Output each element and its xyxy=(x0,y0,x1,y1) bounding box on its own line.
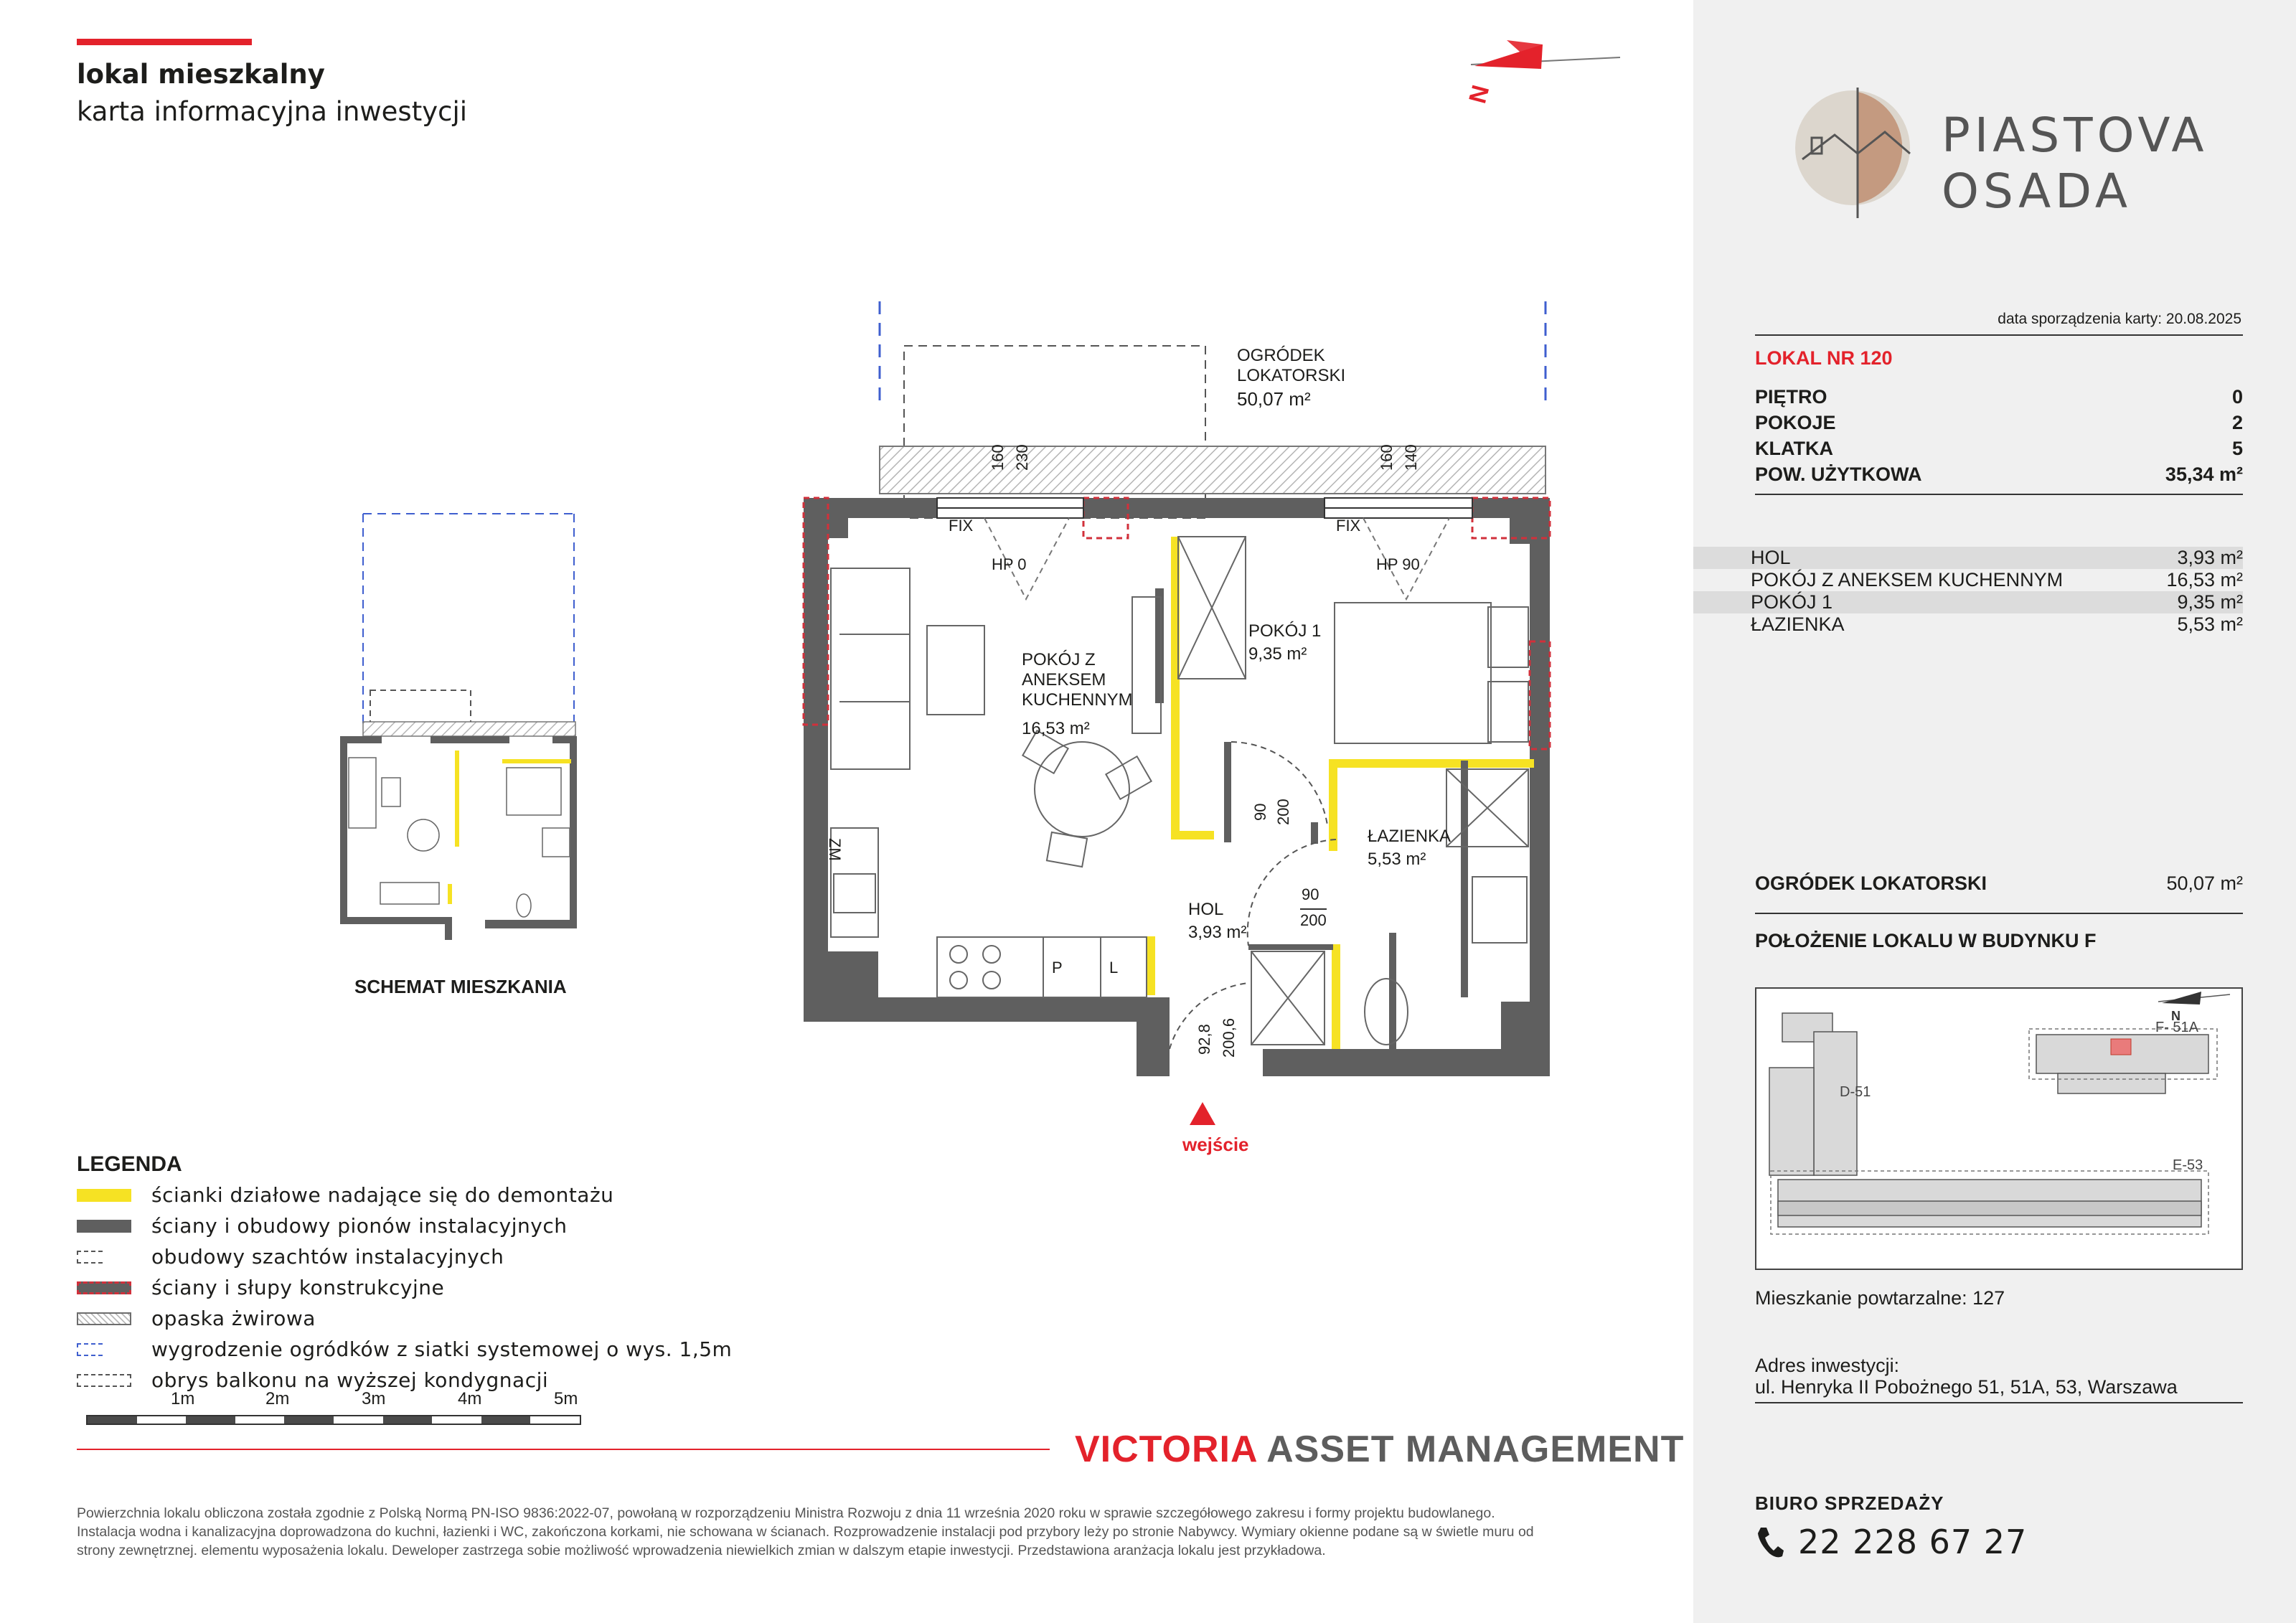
room-row: POKÓJ 1 9,35 m² xyxy=(1693,591,2243,613)
legend-item: obudowy szachtów instalacyjnych xyxy=(77,1241,732,1272)
fix-label-left: FIX xyxy=(949,517,974,535)
disclaimer-text: Powierzchnia lokalu obliczona została zgodnie z Polską Normą PN-ISO 9836:2022-07, powołaną w rozporządzeniu Ministra Rozwoju z dnia 11 września 2020 roku w sprawie szczegółowego zakresu i formy projektu budowlanego. Instalacja wodna i kanalizacyjna doprowadzona do kuchni, łazienki i WC, zakończona korkami, nie schowana w ścianach. Rozprowadzenie instalacji pod przybory leży po stronie Nabywcy. Wymiary okienne podane są w świetle muru od strony zewnętrznej. elementu wyposażenia lokalu. Deweloper zastrzega sobie możliwość wprowadzenia niewielkich zmian w dalszym etapie inwestycji. Przedstawiona aranżacja lokalu jest przykładowa. xyxy=(77,1505,1534,1558)
map-label-d: D-51 xyxy=(1840,1084,1871,1100)
entrance-label: wejście xyxy=(1182,1134,1249,1155)
bathroom-label: ŁAZIENKA 5,53 m² xyxy=(1368,827,1452,869)
scale-label: 3m xyxy=(362,1389,386,1408)
map-label-f: F- 51A xyxy=(2155,1020,2199,1035)
room-row: ŁAZIENKA 5,53 m² xyxy=(1751,613,2243,635)
legend-item: obrys balkonu na wyższej kondygnacji xyxy=(77,1365,732,1396)
entrance-arrow-icon xyxy=(1190,1102,1215,1125)
dishwasher-label: L xyxy=(1109,959,1119,977)
door-dim-b-height: 200 xyxy=(1300,908,1327,930)
document-title: lokal mieszkalny xyxy=(77,59,325,90)
window-dim-right-width: 160 xyxy=(1378,444,1396,471)
legend-item: opaska żwirowa xyxy=(77,1303,732,1334)
repeat-unit: Mieszkanie powtarzalne: 127 xyxy=(1755,1287,2005,1309)
garden-row: OGRÓDEK LOKATORSKI 50,07 m² xyxy=(1755,872,2243,894)
legend-list xyxy=(77,1180,732,1396)
room-list xyxy=(1693,547,2243,636)
door-dim-c-height: 200,6 xyxy=(1220,1017,1238,1058)
sidebar-divider xyxy=(1755,494,2243,495)
scale-label: 5m xyxy=(554,1389,578,1408)
prop-area: POW. UŻYTKOWA 35,34 m² xyxy=(1755,464,2243,485)
prop-staircase: KLATKA 5 xyxy=(1755,438,2243,459)
legend-swatch-shaft xyxy=(77,1251,103,1264)
zm-label: ZM xyxy=(826,838,844,861)
hp-label-right: HP 90 xyxy=(1376,555,1420,573)
north-label: N xyxy=(1464,82,1495,107)
address-label: Adres inwestycji: xyxy=(1755,1355,1900,1376)
window-dim-left-width: 160 xyxy=(989,444,1007,471)
room-row: POKÓJ Z ANEKSEM KUCHENNYM 16,53 m² xyxy=(1751,569,2243,591)
footer-divider xyxy=(77,1449,1050,1450)
room-living-kitchen-label: POKÓJ Z ANEKSEM KUCHENNYM 16,53 m² xyxy=(1022,650,1133,738)
room-1-label: POKÓJ 1 9,35 m² xyxy=(1248,621,1322,664)
sales-office-label: BIURO SPRZEDAŻY xyxy=(1755,1492,1944,1514)
brand-logo-icon xyxy=(1792,85,1921,221)
window-dim-right-height: 140 xyxy=(1402,444,1420,471)
location-title: POŁOŻENIE LOKALU W BUDYNKU F xyxy=(1755,930,2097,951)
sidebar-divider xyxy=(1755,913,2243,914)
map-label-e: E-53 xyxy=(2173,1157,2203,1173)
map-north-label: N xyxy=(2171,1009,2180,1023)
scale-label: 4m xyxy=(458,1389,482,1408)
window-dim-left-height: 230 xyxy=(1013,444,1031,471)
fridge-label: P xyxy=(1052,959,1063,977)
legend-swatch-structural xyxy=(77,1281,131,1294)
legend-swatch-fence xyxy=(77,1343,103,1356)
schema-drawing xyxy=(340,514,577,940)
garden-fence xyxy=(880,301,1545,402)
fix-label-right: FIX xyxy=(1336,517,1361,535)
phone-icon xyxy=(1755,1525,1784,1559)
scale-bar xyxy=(86,1415,581,1425)
door-dim-c-width: 92,8 xyxy=(1195,1024,1213,1055)
site-map-drawing xyxy=(1756,989,2241,1269)
unit-number: LOKAL NR 120 xyxy=(1755,347,1893,369)
card-date: data sporządzenia karty: 20.08.2025 xyxy=(1998,311,2241,327)
legend-swatch-balcony xyxy=(77,1374,131,1387)
door-dim-a-height: 200 xyxy=(1274,799,1292,825)
legend-item: ściany i obudowy pionów instalacyjnych xyxy=(77,1210,732,1241)
garden-area: 50,07 m² xyxy=(1237,388,1311,410)
legend-item: ścianki działowe nadające się do demontażu xyxy=(77,1180,732,1210)
legend-swatch-removable xyxy=(77,1189,131,1202)
legend-item: ściany i słupy konstrukcyjne xyxy=(77,1272,732,1303)
door-dim-a-width: 90 xyxy=(1251,803,1269,821)
brand-name: PIASTOVA OSADA xyxy=(1942,108,2208,219)
sidebar-divider xyxy=(1755,1402,2243,1403)
scale-label: 2m xyxy=(265,1389,290,1408)
company-logo: VICTORIA ASSET MANAGEMENT xyxy=(1075,1429,1685,1470)
legend-swatch-installation xyxy=(77,1220,131,1233)
garden-label: OGRÓDEK LOKATORSKI xyxy=(1237,346,1346,385)
hall-label: HOL 3,93 m² xyxy=(1188,900,1247,942)
hp-label-left: HP 0 xyxy=(992,555,1027,573)
sidebar-divider xyxy=(1755,334,2243,336)
north-arrow-icon xyxy=(1471,40,1620,69)
legend-item: wygrodzenie ogródków z siatki systemowej o wys. 1,5m xyxy=(77,1334,732,1365)
prop-floor: PIĘTRO 0 xyxy=(1755,386,2243,408)
sales-phone[interactable]: 22 228 67 27 xyxy=(1755,1523,2027,1561)
document-subtitle: karta informacyjna inwestycji xyxy=(77,96,468,127)
legend-swatch-gravel xyxy=(77,1312,131,1325)
schema-title: SCHEMAT MIESZKANIA xyxy=(354,976,567,997)
scale-label: 1m xyxy=(171,1389,195,1408)
removable-partitions xyxy=(1147,537,1534,1049)
door-dim-b-width: 90 xyxy=(1302,885,1319,903)
prop-rooms: POKOJE 2 xyxy=(1755,412,2243,433)
address-value: ul. Henryka II Pobożnego 51, 51A, 53, Warszawa xyxy=(1755,1376,2178,1398)
room-row: HOL 3,93 m² xyxy=(1693,547,2243,569)
site-map xyxy=(1755,987,2243,1270)
gravel-strip xyxy=(880,446,1545,494)
legend-title: LEGENDA xyxy=(77,1152,182,1176)
